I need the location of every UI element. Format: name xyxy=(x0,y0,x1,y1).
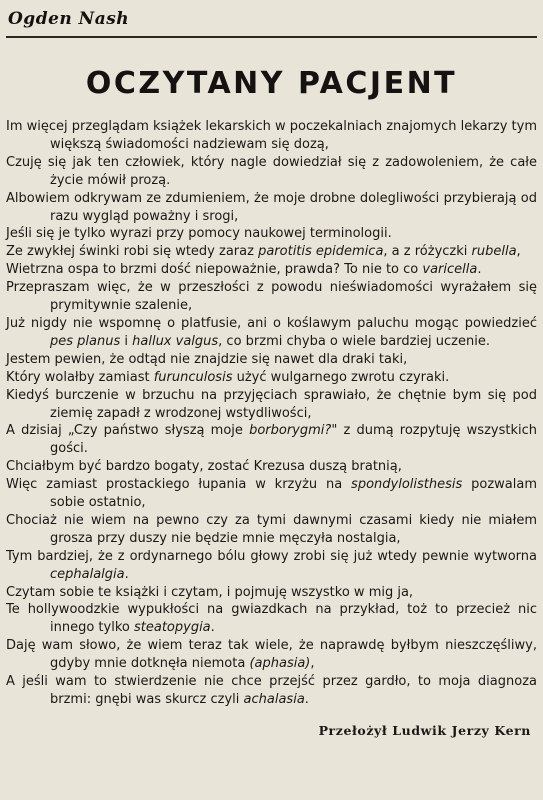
latin-term: (aphasia) xyxy=(249,656,311,672)
stanza-text: . xyxy=(477,262,482,278)
latin-term: cephalalgia xyxy=(50,566,125,582)
poem-stanza xyxy=(6,458,537,476)
stanza-text: Jestem pewien, że odtąd nie znajdzie się nawet dla draki taki, xyxy=(6,351,408,367)
author-name: Ogden Nash xyxy=(8,9,130,29)
poem-stanza xyxy=(6,512,537,548)
stanza-text: Przepraszam więc, że w przeszłości z powodu nieświadomości wyrażałem się prymitywnie szalenie, xyxy=(6,280,537,314)
stanza-text: Jeśli się je tylko wyrazi przy pomocy naukowej terminologii. xyxy=(6,226,392,242)
poem-stanza xyxy=(6,673,537,709)
poem-stanza xyxy=(6,351,537,369)
latin-term: borborygmi? xyxy=(249,423,332,439)
stanza-text: Ze zwykłej świnki robi się wtedy zaraz xyxy=(6,244,259,260)
stanza-text: Te hollywoodzkie wypukłości na gwiazdkach na przykład, toż to przecież nic innego tylko xyxy=(6,602,537,636)
poem-stanza xyxy=(6,422,537,458)
stanza-text: i xyxy=(120,333,133,349)
stanza-text: , co brzmi chyba o wiele bardziej uczenie. xyxy=(218,333,490,349)
poem-stanza xyxy=(6,476,537,512)
header-rule xyxy=(6,36,537,38)
stanza-text: " z dumą rozpytuję wszystkich gości. xyxy=(50,423,537,457)
poem-stanza xyxy=(6,315,537,351)
poem-stanza xyxy=(6,261,537,279)
latin-term: steatopygia xyxy=(133,620,211,636)
stanza-text: pozwalam sobie ostatnio, xyxy=(50,477,537,511)
latin-term: parotitis epidemica xyxy=(258,244,384,260)
stanza-text: , a z różyczki xyxy=(383,244,472,260)
poem-stanza xyxy=(6,243,537,261)
stanza-text: . xyxy=(304,692,309,707)
stanza-text: Im więcej przeglądam książek lekarskich w poczekalniach znajomych lekarzy tym większą świadomości nadziewam się dozą, xyxy=(6,119,537,152)
latin-term: rubella xyxy=(471,244,517,260)
translator-credit: Przełożył Ludwik Jerzy Kern xyxy=(318,722,531,738)
poem-stanza xyxy=(6,387,537,423)
stanza-text: . xyxy=(124,566,129,582)
latin-term: hallux valgus xyxy=(132,333,219,349)
stanza-text: , xyxy=(310,656,315,672)
poem-stanza xyxy=(6,601,537,637)
stanza-text: Więc zamiast prostackiego łupania w krzyżu na xyxy=(6,477,352,493)
stanza-text: A jeśli wam to stwierdzenie nie chce przejść przez gardło, to moja diagnoza brzmi: gnębi was skurcz czyli xyxy=(6,674,537,707)
poem-stanza xyxy=(6,154,537,190)
stanza-text: Tym bardziej, że z ordynarnego bólu głowy zrobi się już wtedy pewnie wytworna xyxy=(6,548,537,564)
stanza-text: Czuję się jak ten człowiek, który nagle dowiedział się z zadowoleniem, że całe życie mówił prozą. xyxy=(6,154,537,188)
latin-term: varicella xyxy=(422,262,478,278)
stanza-text: Wietrzna ospa to brzmi dość niepoważnie, prawda? To nie to co xyxy=(6,262,423,278)
latin-term: pes planus xyxy=(50,333,121,349)
latin-term: achalasia xyxy=(243,692,305,707)
poem-body xyxy=(6,118,537,709)
stanza-text: Chciałbym być bardzo bogaty, zostać Krezusa duszą bratnią, xyxy=(6,459,402,475)
stanza-text: . xyxy=(210,620,215,636)
poem-title: OCZYTANY PACJENT xyxy=(85,66,458,101)
poem-stanza xyxy=(6,279,537,315)
latin-term: furunculosis xyxy=(153,369,233,385)
stanza-text: Chociaż nie wiem na pewno czy za tymi dawnymi czasami kiedy nie miałem grosza przy duszy nie będzie mnie męczyła nostalgia, xyxy=(6,512,537,546)
stanza-text: Albowiem odkrywam ze zdumieniem, że moje drobne dolegliwości przybierają od razu wygląd poważny i srogi, xyxy=(6,190,537,224)
stanza-text: Kiedyś burczenie w brzuchu na przyjęciach sprawiało, że chętnie bym się pod ziemię zapadł z wrodzonej wstydliwości, xyxy=(6,387,537,421)
latin-term: spondylolisthesis xyxy=(351,477,463,493)
poem-stanza xyxy=(6,584,537,602)
poem-stanza xyxy=(6,225,537,243)
stanza-text: użyć wulgarnego zwrotu czyraki. xyxy=(232,369,450,385)
stanza-text: Który wolałby zamiast xyxy=(6,369,154,385)
stanza-text: , xyxy=(516,244,521,260)
poem-stanza xyxy=(6,118,537,154)
stanza-text: A dzisiaj „Czy państwo słyszą moje xyxy=(6,423,250,439)
poem-stanza xyxy=(6,548,537,584)
poem-stanza xyxy=(6,369,537,387)
stanza-text: Czytam sobie te książki i czytam, i pojmuję wszystko w mig ja, xyxy=(6,584,414,600)
stanza-text: Daję wam słowo, że wiem teraz tak wiele, że naprawdę byłbym nieszczęśliwy, gdyby mnie dotknęła niemota xyxy=(6,638,537,672)
poem-stanza xyxy=(6,190,537,226)
stanza-text: Już nigdy nie wspomnę o platfusie, ani o koślawym paluchu mogąc powiedzieć xyxy=(6,315,537,331)
poem-stanza xyxy=(6,637,537,673)
